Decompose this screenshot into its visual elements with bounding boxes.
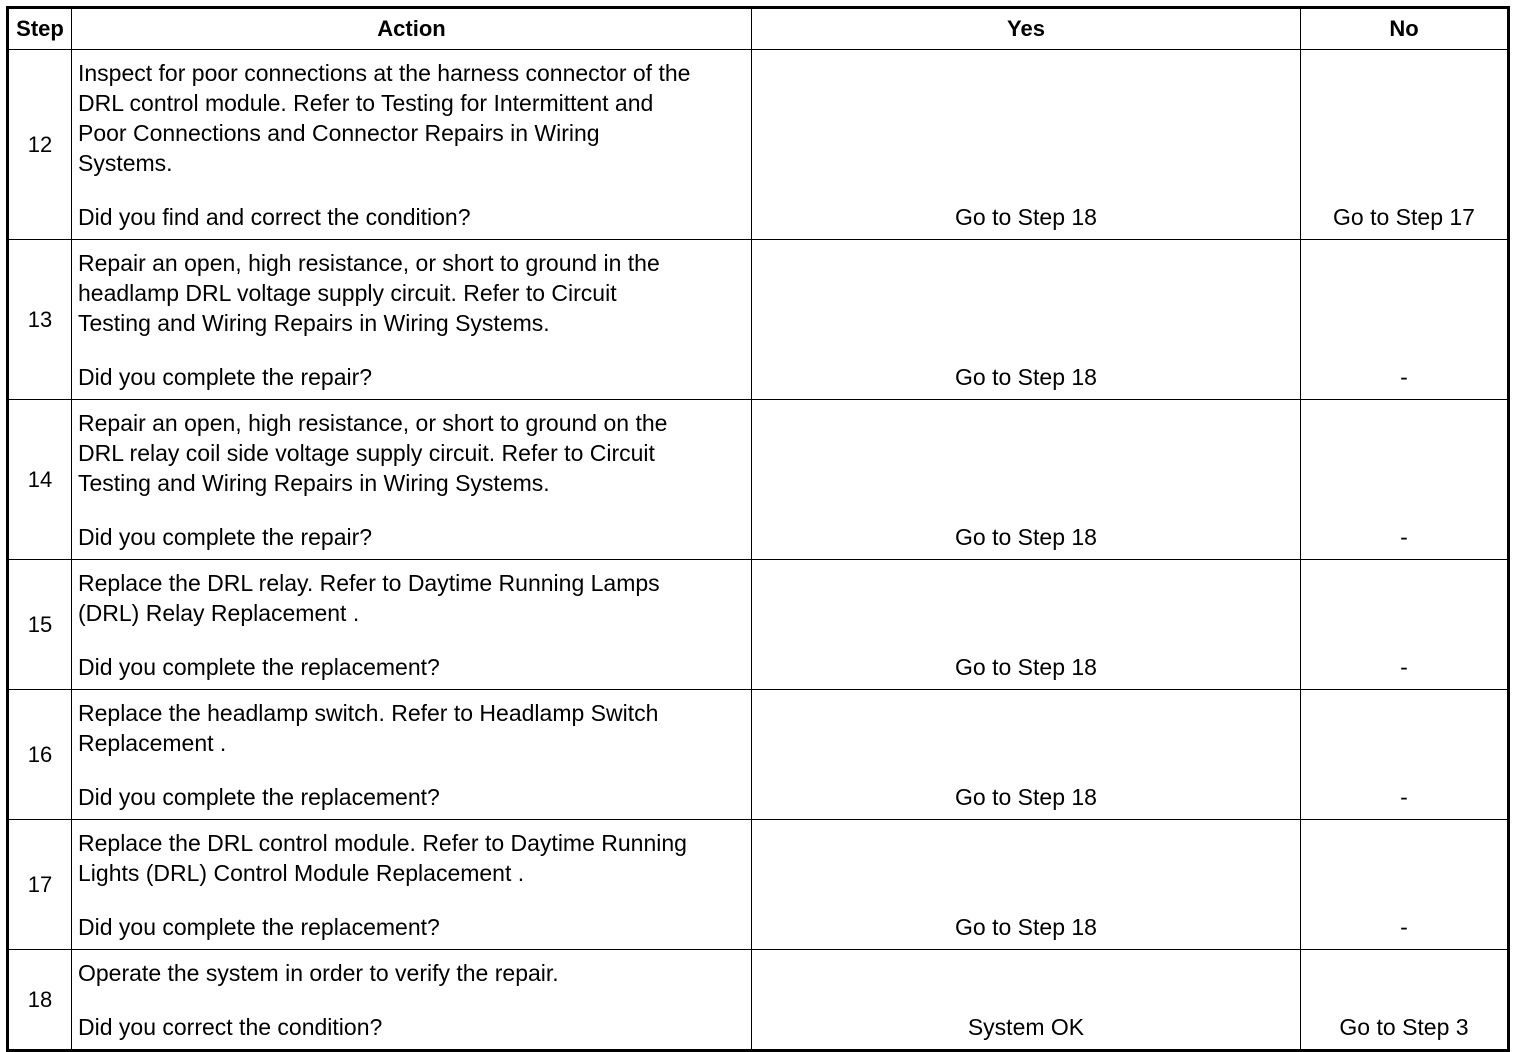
action-instruction: Repair an open, high resistance, or short to ground on the DRL relay coil side voltage supply circuit. Refer to Circuit Testing and Wiring Repairs in Wiring Systems. <box>78 410 668 496</box>
step-number: 18 <box>8 950 72 1051</box>
yes-result: System OK <box>752 950 1301 1051</box>
action-question: Did you complete the repair? <box>78 364 373 390</box>
header-row <box>8 8 1509 50</box>
action-instruction: Repair an open, high resistance, or short to ground in the headlamp DRL voltage supply circuit. Refer to Circuit Testing and Wiring Repairs in Wiring Systems. <box>78 250 660 336</box>
yes-header: Yes <box>752 8 1301 50</box>
action-question: Did you complete the replacement? <box>78 654 440 680</box>
action-question: Did you complete the replacement? <box>78 784 440 810</box>
no-result: - <box>1301 400 1509 560</box>
action-cell <box>72 560 752 690</box>
action-cell <box>72 820 752 950</box>
action-cell <box>72 50 752 240</box>
action-instruction: Replace the headlamp switch. Refer to Headlamp Switch Replacement . <box>78 700 659 756</box>
action-cell <box>72 950 752 1051</box>
table-row <box>8 240 1509 400</box>
action-cell <box>72 690 752 820</box>
yes-result: Go to Step 18 <box>752 240 1301 400</box>
yes-result: Go to Step 18 <box>752 400 1301 560</box>
table-row <box>8 400 1509 560</box>
step-number: 12 <box>8 50 72 240</box>
action-instruction: Inspect for poor connections at the harness connector of the DRL control module. Refer to Testing for Intermittent and Poor Connections and Connector Repairs in Wiring Systems. <box>78 60 691 176</box>
step-number: 16 <box>8 690 72 820</box>
no-result: - <box>1301 820 1509 950</box>
table-row <box>8 690 1509 820</box>
action-cell <box>72 240 752 400</box>
action-question: Did you correct the condition? <box>78 1014 383 1040</box>
table-row <box>8 50 1509 240</box>
action-header: Action <box>72 8 752 50</box>
step-number: 13 <box>8 240 72 400</box>
yes-result: Go to Step 18 <box>752 50 1301 240</box>
diagnostic-table <box>6 6 1510 1052</box>
yes-result: Go to Step 18 <box>752 820 1301 950</box>
step-number: 15 <box>8 560 72 690</box>
no-result: Go to Step 3 <box>1301 950 1509 1051</box>
no-header: No <box>1301 8 1509 50</box>
no-result: Go to Step 17 <box>1301 50 1509 240</box>
yes-result: Go to Step 18 <box>752 560 1301 690</box>
step-header: Step <box>8 8 72 50</box>
no-result: - <box>1301 690 1509 820</box>
action-instruction: Operate the system in order to verify the repair. <box>78 960 559 986</box>
diagnostic-procedure <box>6 6 1507 1052</box>
no-result: - <box>1301 240 1509 400</box>
table-row <box>8 820 1509 950</box>
action-instruction: Replace the DRL control module. Refer to Daytime Running Lights (DRL) Control Module Replacement . <box>78 830 687 886</box>
action-instruction: Replace the DRL relay. Refer to Daytime Running Lamps (DRL) Relay Replacement . <box>78 570 660 626</box>
action-question: Did you complete the replacement? <box>78 914 440 940</box>
no-result: - <box>1301 560 1509 690</box>
action-question: Did you find and correct the condition? <box>78 204 471 230</box>
yes-result: Go to Step 18 <box>752 690 1301 820</box>
table-row <box>8 560 1509 690</box>
step-number: 17 <box>8 820 72 950</box>
table-row <box>8 950 1509 1051</box>
action-cell <box>72 400 752 560</box>
step-number: 14 <box>8 400 72 560</box>
action-question: Did you complete the repair? <box>78 524 373 550</box>
